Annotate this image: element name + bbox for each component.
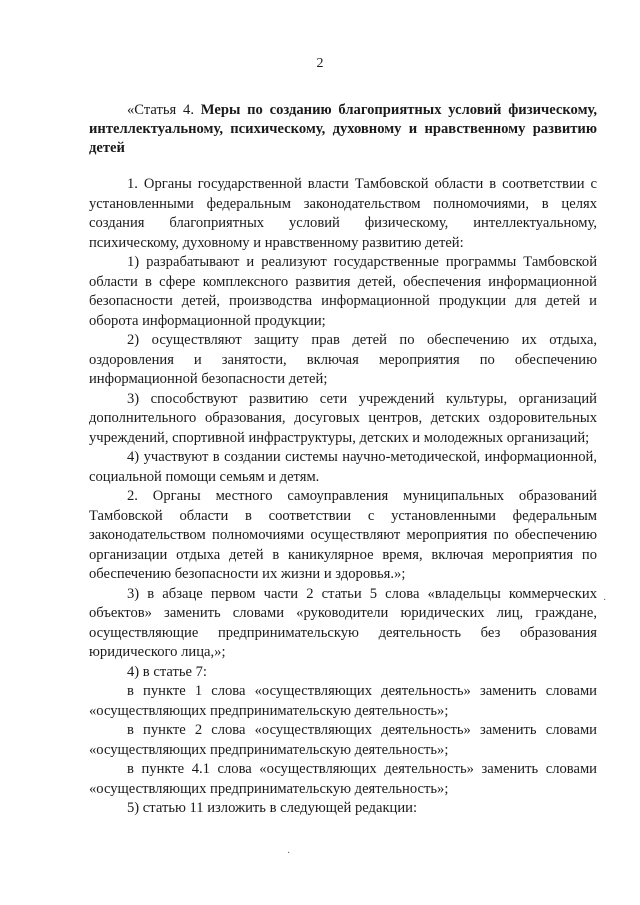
paragraph-2: 1) разрабатывают и реализуют государственные программы Тамбовской области в сфере комплексного развития детей, обеспечения информационной безопасности детей, производства информационной продукции для детей и оборота информационной продукции; <box>89 254 597 329</box>
paragraph-7: 3) в абзаце первом части 2 статьи 5 слова «владельцы коммерческих объектов» заменить словами «руководители юридических лиц, граждане, осуществляющие предпринимательскую деятельность без образования юридического лица,»; <box>89 585 597 660</box>
scan-speck: · <box>603 595 607 606</box>
article-heading-lead: «Статья 4. <box>127 102 194 118</box>
article-heading-title: Меры по созданию благоприятных условий физическому, интеллектуальному, психическому, духовному и нравственному развитию детей <box>89 102 597 156</box>
paragraph-10: в пункте 2 слова «осуществляющих деятельность» заменить словами «осуществляющих предпринимательскую деятельность»; <box>89 722 597 758</box>
scan-speck: · <box>287 848 291 859</box>
document-body <box>89 101 597 819</box>
paragraph-12: 5) статью 11 изложить в следующей редакции: <box>127 800 418 816</box>
page-number: 2 <box>316 56 324 71</box>
paragraph-11: в пункте 4.1 слова «осуществляющих деятельность» заменить словами «осуществляющих предпринимательскую деятельность»; <box>89 761 597 797</box>
paragraph-4: 3) способствуют развитию сети учреждений культуры, организаций дополнительного образования, досуговых центров, детских оздоровительных учреждений, спортивной инфраструктуры, детских и молодежных организаций; <box>89 390 597 446</box>
paragraph-3: 2) осуществляют защиту прав детей по обеспечению их отдыха, оздоровления и занятости, включая мероприятия по обеспечению информационной безопасности детей; <box>89 332 597 387</box>
paragraph-9: в пункте 1 слова «осуществляющих деятельность» заменить словами «осуществляющих предпринимательскую деятельность»; <box>89 683 597 719</box>
paragraph-1: 1. Органы государственной власти Тамбовской области в соответствии с установленными федеральным законодательством полномочиями, в целях создания благоприятных условий физическому, интеллектуальному, психическому, духовному и нравственному развитию детей: <box>89 176 597 251</box>
article-heading <box>89 101 597 158</box>
paragraph-8: 4) в статье 7: <box>127 663 207 680</box>
paragraph-5: 4) участвуют в создании системы научно-методической, информационной, социальной помощи семьям и детям. <box>89 449 597 485</box>
paragraph-6: 2. Органы местного самоуправления муниципальных образований Тамбовской области в соответствии с установленными федеральным законодательством полномочиями осуществляют мероприятия по обеспечению организации отдыха детей в каникулярное время, включая мероприятия по обеспечению безопасности их жизни и здоровья.»; <box>89 488 597 582</box>
